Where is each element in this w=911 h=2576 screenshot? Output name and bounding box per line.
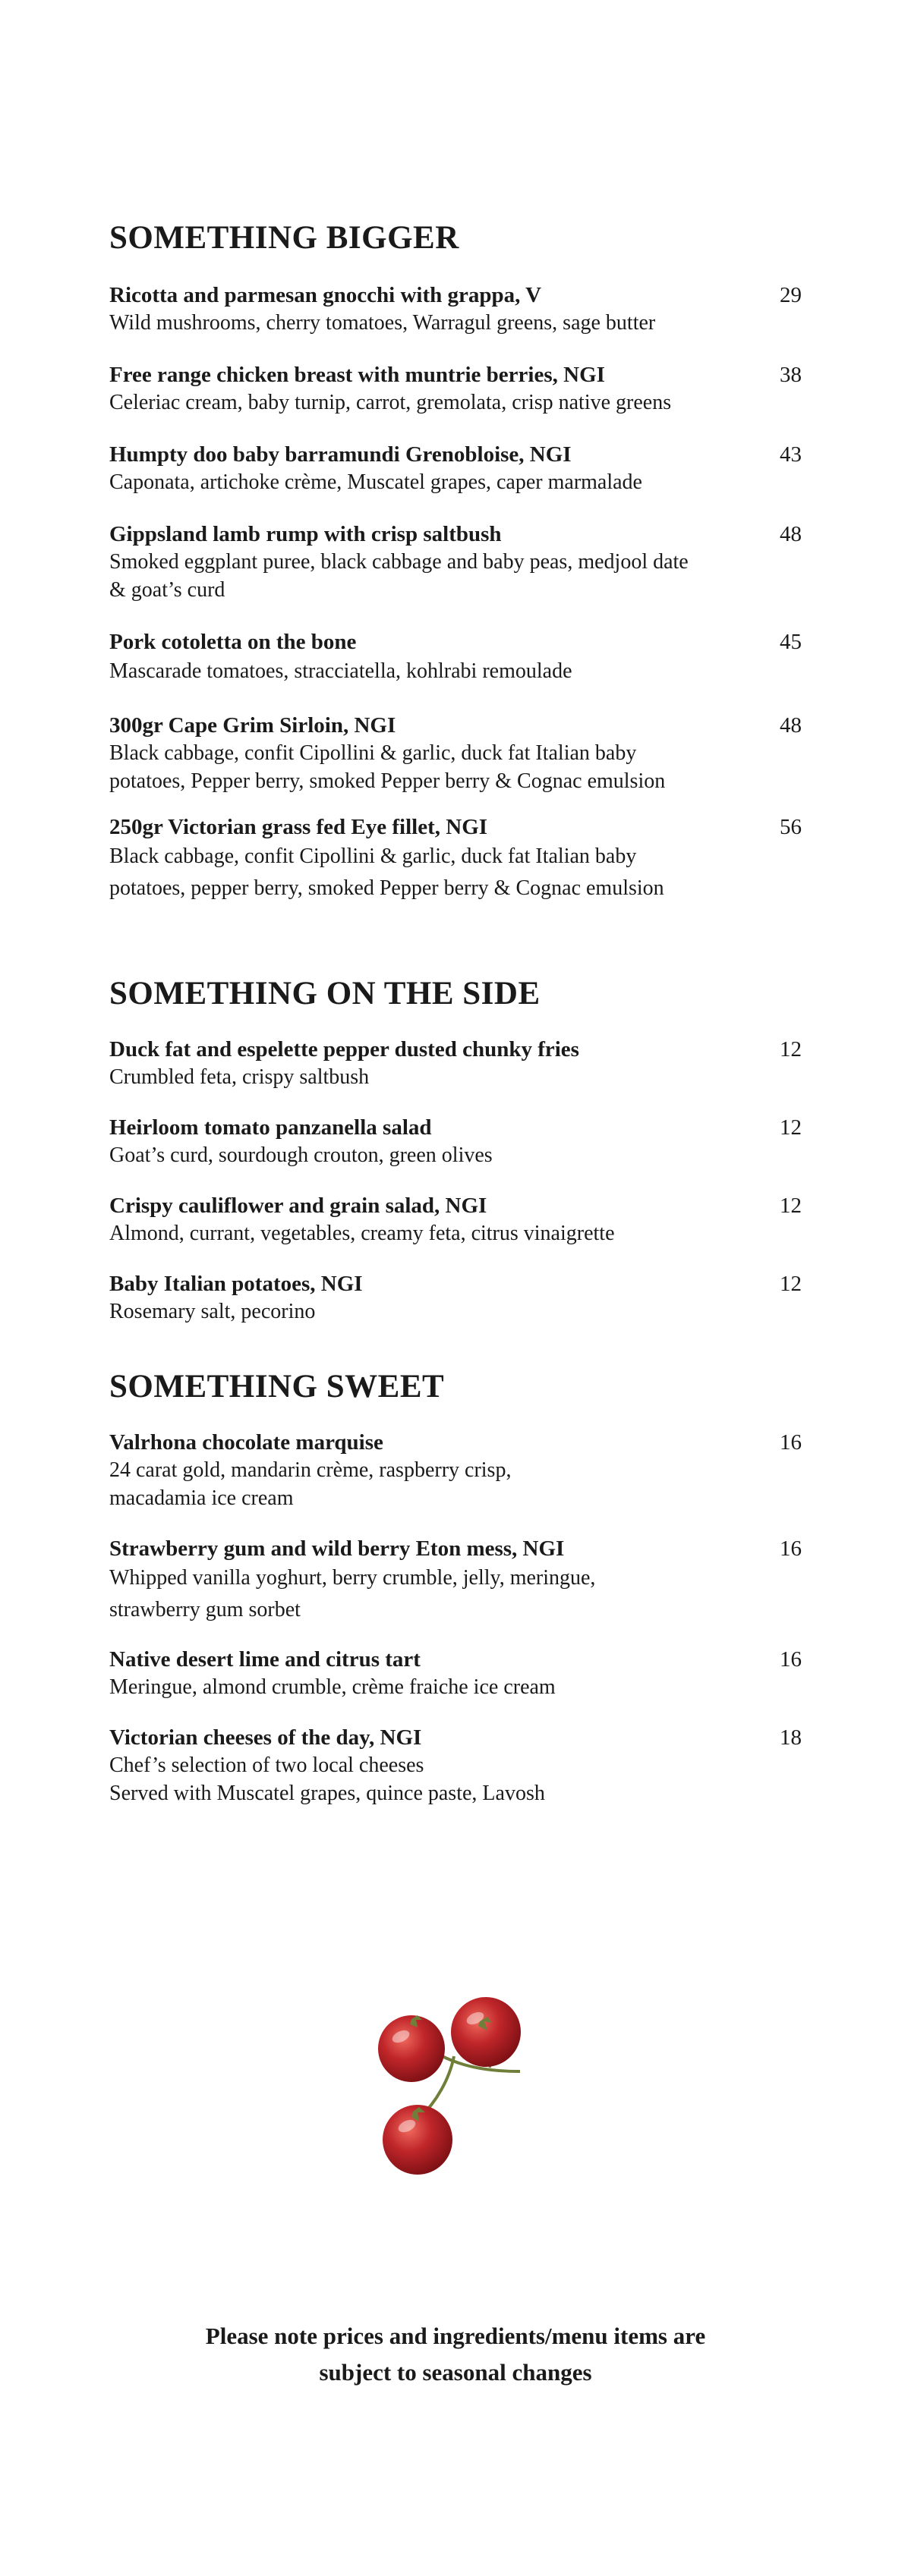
- item-price: 48: [780, 522, 802, 546]
- tomato: [378, 2015, 445, 2082]
- menu-item: [109, 628, 802, 687]
- section-something-sweet: [109, 1370, 802, 1807]
- item-price: 12: [780, 1037, 802, 1062]
- item-description: Wild mushrooms, cherry tomatoes, Warragul greens, sage butter: [109, 311, 656, 335]
- item-name: Pork cotoletta on the bone: [109, 630, 357, 654]
- menu-item: [109, 1114, 802, 1169]
- item-name: Victorian cheeses of the day, NGI: [109, 1725, 422, 1750]
- item-name: Free range chicken breast with muntrie berries, NGI: [109, 363, 605, 387]
- item-name: Native desert lime and citrus tart: [109, 1647, 421, 1672]
- menu-item: [109, 1646, 802, 1701]
- item-description: Rosemary salt, pecorino: [109, 1300, 316, 1323]
- item-name: 300gr Cape Grim Sirloin, NGI: [109, 713, 396, 738]
- section-something-on-the-side: [109, 977, 802, 1326]
- tomato: [451, 1997, 521, 2067]
- menu-item: [109, 1192, 802, 1247]
- item-price: 12: [780, 1194, 802, 1218]
- item-price: 45: [780, 630, 802, 654]
- menu-item: [109, 1429, 802, 1512]
- item-description: Crumbled feta, crispy saltbush: [109, 1065, 370, 1089]
- item-name: Ricotta and parmesan gnocchi with grappa, V: [109, 283, 542, 307]
- item-price: 29: [780, 283, 802, 307]
- menu-item: [109, 361, 802, 417]
- cherry-tomatoes-illustration: [364, 1996, 547, 2193]
- section-title: SOMETHING ON THE SIDE: [109, 976, 541, 1011]
- menu-item: [109, 521, 802, 604]
- menu-item: [109, 1036, 802, 1091]
- item-description: 24 carat gold, mandarin crème, raspberry crisp, macadamia ice cream: [109, 1458, 512, 1510]
- item-description: Goat’s curd, sourdough crouton, green olives: [109, 1143, 493, 1167]
- item-name: Duck fat and espelette pepper dusted chunky fries: [109, 1037, 579, 1062]
- item-name: Humpty doo baby barramundi Grenobloise, NGI: [109, 442, 572, 467]
- item-description: Meringue, almond crumble, crème fraiche ice cream: [109, 1675, 556, 1699]
- item-description: Black cabbage, confit Cipollini & garlic, duck fat Italian baby potatoes, pepper berry, smoked Pepper berry & Cognac emulsion: [109, 845, 664, 900]
- menu-item: [109, 282, 802, 337]
- menu-item: [109, 1270, 802, 1326]
- item-name: Baby Italian potatoes, NGI: [109, 1272, 363, 1296]
- seasonal-changes-note: Please note prices and ingredients/menu items are subject to seasonal changes: [205, 2323, 706, 2386]
- item-description: Almond, currant, vegetables, creamy feta, citrus vinaigrette: [109, 1222, 615, 1245]
- item-description: Caponata, artichoke crème, Muscatel grapes, caper marmalade: [109, 470, 642, 494]
- section-title: SOMETHING BIGGER: [109, 220, 459, 256]
- item-name: Valrhona chocolate marquise: [109, 1430, 383, 1455]
- item-description: Mascarade tomatoes, stracciatella, kohlrabi remoulade: [109, 659, 572, 683]
- item-price: 18: [780, 1725, 802, 1750]
- item-price: 43: [780, 442, 802, 467]
- item-description: Celeriac cream, baby turnip, carrot, gremolata, crisp native greens: [109, 391, 672, 414]
- item-name: Crispy cauliflower and grain salad, NGI: [109, 1194, 487, 1218]
- item-price: 16: [780, 1430, 802, 1455]
- menu-item: [109, 712, 802, 795]
- menu-item: [109, 441, 802, 496]
- item-name: Heirloom tomato panzanella salad: [109, 1115, 432, 1140]
- item-price: 38: [780, 363, 802, 387]
- menu-item: [109, 813, 802, 904]
- item-price: 56: [780, 815, 802, 839]
- item-name: Strawberry gum and wild berry Eton mess, NGI: [109, 1536, 565, 1561]
- item-price: 48: [780, 713, 802, 738]
- item-description: Black cabbage, confit Cipollini & garlic, duck fat Italian baby potatoes, Pepper berry, smoked Pepper berry & Cognac emulsion: [109, 741, 666, 793]
- section-something-bigger: [109, 222, 802, 904]
- item-description: Smoked eggplant puree, black cabbage and baby peas, medjool date & goat’s curd: [109, 550, 689, 602]
- item-price: 12: [780, 1272, 802, 1296]
- menu-item: [109, 1535, 802, 1626]
- item-name: 250gr Victorian grass fed Eye fillet, NGI: [109, 815, 488, 839]
- item-price: 16: [780, 1647, 802, 1672]
- item-description: Chef’s selection of two local cheeses Served with Muscatel grapes, quince paste, Lavosh: [109, 1754, 545, 1805]
- item-price: 12: [780, 1115, 802, 1140]
- section-title: SOMETHING SWEET: [109, 1369, 445, 1404]
- item-name: Gippsland lamb rump with crisp saltbush: [109, 522, 502, 546]
- item-description: Whipped vanilla yoghurt, berry crumble, jelly, meringue, strawberry gum sorbet: [109, 1566, 596, 1621]
- menu-item: [109, 1724, 802, 1807]
- item-price: 16: [780, 1536, 802, 1561]
